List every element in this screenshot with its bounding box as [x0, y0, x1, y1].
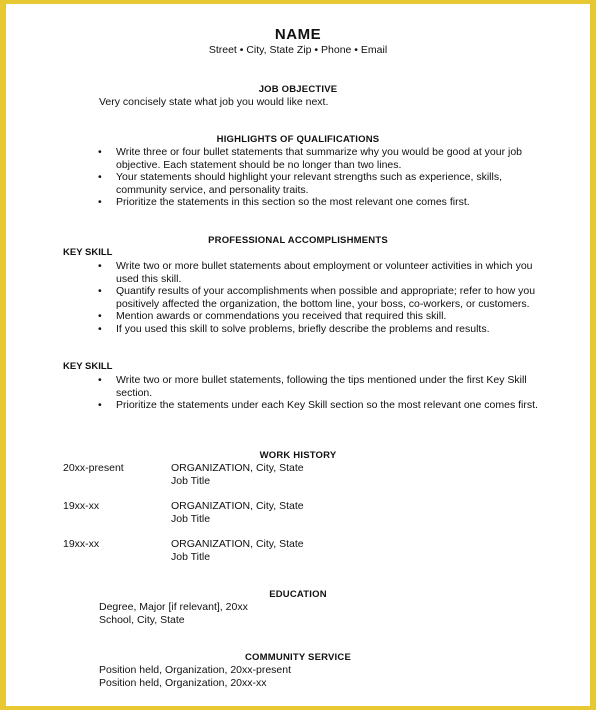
bullet-icon: •	[98, 260, 102, 272]
work-entry	[171, 500, 304, 526]
work-job-title: Job Title	[171, 550, 211, 563]
education-degree: Degree, Major [if relevant], 20xx	[99, 601, 248, 613]
work-entry	[171, 538, 304, 564]
work-job-title: Job Title	[171, 512, 211, 525]
bullet-icon: •	[98, 285, 102, 298]
job-objective-text: Very concisely state what job you would like next.	[99, 96, 329, 108]
work-job-title: Job Title	[171, 474, 211, 487]
resume-page	[6, 4, 590, 706]
accomplishments-heading: PROFESSIONAL ACCOMPLISHMENTS	[208, 235, 388, 246]
key-skill-label: KEY SKILL	[63, 361, 113, 372]
highlights-heading: HIGHLIGHTS OF QUALIFICATIONS	[216, 134, 380, 145]
work-dates: 19xx-xx	[63, 500, 100, 512]
list-item: • Prioritize the statements in this section so the most relevant one comes first.	[98, 196, 470, 209]
work-dates: 20xx-present	[63, 462, 124, 474]
bullet-icon: •	[98, 310, 102, 323]
list-item: • Prioritize the statements under each Key Skill section so the most relevant one comes first.	[98, 399, 538, 412]
work-history-heading: WORK HISTORY	[259, 450, 337, 461]
key-skill-list	[98, 260, 538, 336]
bullet-icon: •	[98, 171, 102, 184]
education-heading: EDUCATION	[269, 589, 327, 600]
list-item: • Mention awards or commendations you received that required this skill.	[98, 310, 447, 323]
community-position: Position held, Organization, 20xx-xx	[99, 677, 267, 689]
bullet-icon: •	[98, 196, 102, 209]
list-item: • Write two or more bullet statements, following the tips mentioned under the first Key Skill section.	[98, 374, 527, 399]
resume-name: NAME	[274, 26, 322, 43]
bullet-icon: •	[98, 399, 102, 412]
list-item: • Your statements should highlight your relevant strengths such as experience, skills, community service, and personality traits.	[98, 171, 502, 196]
list-item: • Write two or more bullet statements about employment or volunteer activities in which you used this skill.	[98, 260, 533, 285]
bullet-icon: •	[98, 146, 102, 158]
list-item: • Write three or four bullet statements that summarize why you would be good at your job objective. Each statement should be no longer than two lines.	[98, 146, 523, 171]
bullet-icon: •	[98, 374, 102, 386]
work-organization: ORGANIZATION, City, State	[171, 538, 304, 550]
work-organization: ORGANIZATION, City, State	[171, 500, 304, 512]
education-school: School, City, State	[99, 614, 185, 626]
bullet-icon: •	[98, 322, 102, 335]
highlights-list	[98, 146, 538, 209]
work-entry	[171, 462, 304, 488]
list-item: • If you used this skill to solve problems, briefly describe the problems and results.	[98, 322, 490, 335]
community-position: Position held, Organization, 20xx-present	[99, 664, 292, 676]
key-skill-label: KEY SKILL	[63, 247, 113, 258]
key-skill-list	[98, 374, 538, 412]
job-objective-heading: JOB OBJECTIVE	[258, 84, 338, 95]
list-item: • Quantify results of your accomplishments when possible and appropriate; refer to how you positively affected the organization, the bottom line, your boss, co-workers, or customers.	[98, 285, 536, 310]
contact-line: Street • City, State Zip • Phone • Email	[208, 44, 388, 56]
work-dates: 19xx-xx	[63, 538, 100, 550]
community-heading: COMMUNITY SERVICE	[245, 652, 351, 663]
work-organization: ORGANIZATION, City, State	[171, 462, 304, 474]
